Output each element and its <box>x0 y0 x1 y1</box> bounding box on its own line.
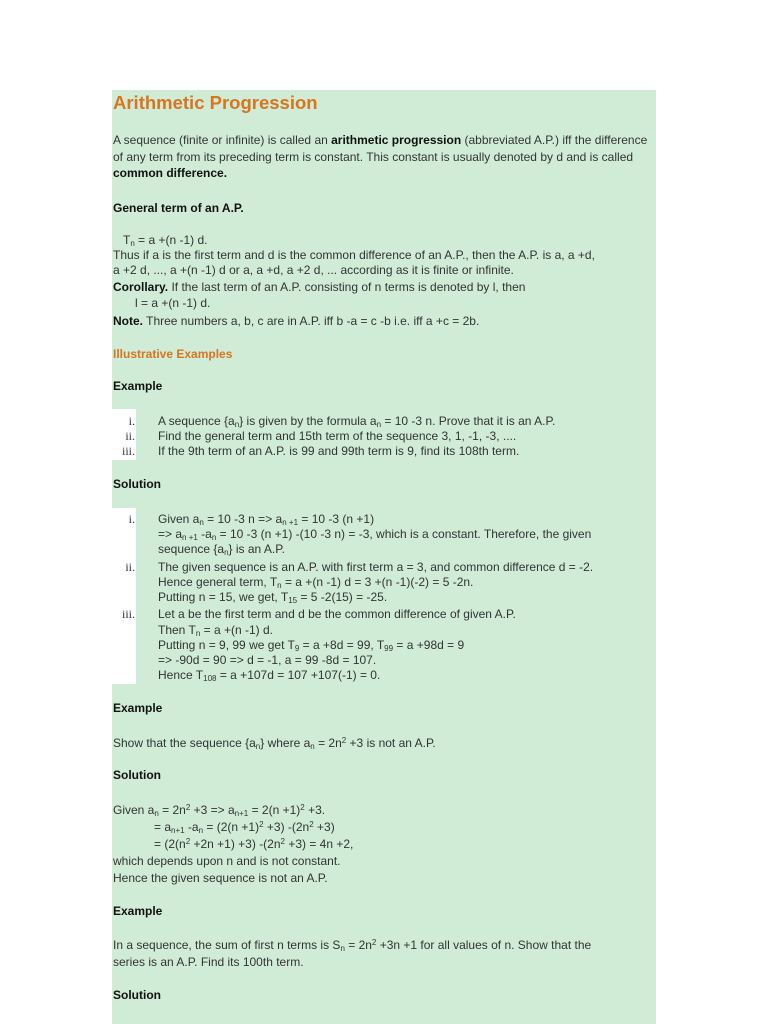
formula-sub: n <box>130 239 135 248</box>
q1-a: A sequence {a <box>158 414 235 428</box>
s-sup: 2 <box>309 820 314 829</box>
example-1-heading: Example <box>113 379 163 393</box>
general-line-2: Thus if a is the first term and d is the common difference of an A.P., then the A.P. is a, a +d, <box>113 248 595 262</box>
s-sup: 2 <box>259 820 264 829</box>
s-sup: 2 <box>341 736 347 745</box>
sol2-line-4: which depends upon n and is not constant. <box>113 854 341 868</box>
q1-sub-1: n <box>234 420 240 429</box>
s-sub: n <box>277 581 282 590</box>
sol2-line-5: Hence the given sequence is not an A.P. <box>113 871 328 885</box>
ex1-question-3: If the 9th term of an A.P. is 99 and 99th term is 9, find its 108th term. <box>158 444 520 458</box>
s-sub: n+1 <box>171 826 185 835</box>
formula-t: T <box>123 233 131 247</box>
q1-sub-2: n <box>376 420 382 429</box>
q1-c: = 10 -3 n. Prove that it is an A.P. <box>381 414 556 428</box>
intro-paragraph <box>113 132 653 182</box>
ex1-num-2: ii. <box>125 429 135 443</box>
s-b: } where a <box>260 736 311 750</box>
s-e: +3. <box>304 803 326 817</box>
sol2-line-1 <box>113 802 325 819</box>
s-sub: 99 <box>384 644 394 653</box>
sol1-ii-line-3 <box>158 589 387 606</box>
corollary-label: Corollary. <box>113 280 169 294</box>
sol1-ii-line-1: The given sequence is an A.P. with first term a = 3, and common difference d = -2. <box>158 560 594 574</box>
s-a: Given a <box>113 803 155 817</box>
s-a: => a <box>158 527 183 541</box>
s-sub: n <box>199 518 204 527</box>
s-sub: 9 <box>294 644 300 653</box>
solution-1-heading: Solution <box>113 477 161 491</box>
sol2-line-3 <box>154 836 353 853</box>
s-sub: n <box>195 629 201 638</box>
s-sub: n +1 <box>182 533 198 542</box>
s-sub: n <box>340 944 345 953</box>
solution-number-strip <box>112 508 136 684</box>
s-sup: 2 <box>371 938 377 947</box>
s-sub: n <box>198 826 204 835</box>
s-c: = 10 -3 (n +1) <box>298 512 375 526</box>
s-sub: n <box>224 548 229 557</box>
s-b: = a +107d = 107 +107(-1) = 0. <box>216 668 381 682</box>
s-sup: 2 <box>280 837 285 846</box>
sol1-i-line-3 <box>158 541 285 558</box>
s-sub: n <box>310 742 315 751</box>
solution-2-heading: Solution <box>113 768 161 782</box>
s-d: +3) -(2n <box>263 820 310 834</box>
s-sub: n <box>154 809 159 818</box>
s-a: = a <box>154 820 172 834</box>
ex3-line-2: series is an A.P. Find its 100th term. <box>113 955 304 969</box>
s-a: Hence general term, T <box>158 575 278 589</box>
s-b: = a +8d = 99, T <box>299 638 385 652</box>
note-text: Three numbers a, b, c are in A.P. iff b -a = c -b i.e. iff a +c = 2b. <box>143 314 480 328</box>
intro-term-ap: arithmetic progression <box>331 133 462 147</box>
general-line-3: a +2 d, ..., a +(n -1) d or a, a +d, a +2 d, ... according as it is finite or infinite. <box>113 263 514 277</box>
s-sub: 108 <box>203 674 217 683</box>
s-a: = (2(n <box>154 837 186 851</box>
s-b: = a +(n -1) d = 3 +(n -1)(-2) = 5 -2n. <box>281 575 474 589</box>
sol1-iii-line-4: => -90d = 90 => d = -1, a = 99 -8d = 107. <box>158 653 377 667</box>
illustrative-examples-heading: Illustrative Examples <box>113 347 233 361</box>
s-c: = a +98d = 9 <box>393 638 465 652</box>
article-panel <box>112 90 656 1024</box>
s-a: Given a <box>158 512 200 526</box>
s-d: +3 is not an A.P. <box>346 736 436 750</box>
ex3-line-1 <box>113 937 591 954</box>
intro-text-2: (abbreviated A.P.) iff the difference of any term from its preceding term is constant. This constant is usually denoted by d and is called <box>113 133 648 164</box>
s-b: = 2n <box>344 938 372 952</box>
corollary-text: If the last term of an A.P. consisting of n terms is denoted by l, then <box>168 280 526 294</box>
formula-rest: = a +(n -1) d. <box>134 233 208 247</box>
solution-3-heading: Solution <box>113 988 161 1002</box>
sol1-iii-line-1: Let a be the first term and d be the common difference of given A.P. <box>158 607 516 621</box>
s-sub: n <box>255 742 261 751</box>
page-title: Arithmetic Progression <box>113 92 318 113</box>
s-d: = 2(n +1) <box>248 803 301 817</box>
note-line <box>113 313 479 330</box>
s-sup: 2 <box>185 803 191 812</box>
ex2-question <box>113 735 436 752</box>
s-b: } is an A.P. <box>228 542 286 556</box>
example-3-heading: Example <box>113 904 163 918</box>
s-c: +3 => a <box>190 803 235 817</box>
s-b: = 10 -3 n => a <box>203 512 283 526</box>
s-sub: n+1 <box>234 809 249 818</box>
sol1-num-1: i. <box>128 512 135 526</box>
s-c: +3) = 4n +2, <box>284 837 354 851</box>
s-c: = 10 -3 (n +1) -(10 -3 n) = -3, which is a constant. Therefore, the given <box>216 527 592 541</box>
s-c: = 2n <box>314 736 342 750</box>
sol1-num-3: iii. <box>121 607 135 621</box>
ex1-num-3: iii. <box>121 444 135 458</box>
s-a: Putting n = 9, 99 we get T <box>158 638 295 652</box>
s-a: Hence T <box>158 668 204 682</box>
s-b: +2n +1) +3) -(2n <box>190 837 281 851</box>
s-sub: n +1 <box>282 518 299 527</box>
corollary-formula: l = a +(n -1) d. <box>135 296 211 310</box>
s-b: = 5 -2(15) = -25. <box>297 590 388 604</box>
sol1-num-2: ii. <box>125 560 135 574</box>
intro-term-common-difference: common difference. <box>113 166 228 180</box>
s-sup: 2 <box>185 837 191 846</box>
s-a: Show that the sequence {a <box>113 736 256 750</box>
sol1-iii-line-5 <box>158 667 380 684</box>
s-sub: n <box>211 533 217 542</box>
ex1-num-1: i. <box>128 414 135 428</box>
intro-text-1: A sequence (finite or infinite) is called an <box>113 133 332 147</box>
note-label: Note. <box>113 314 143 328</box>
example-2-heading: Example <box>113 701 163 715</box>
s-a: In a sequence, the sum of first n terms is S <box>113 938 341 952</box>
corollary-line <box>113 279 525 296</box>
s-a: Putting n = 15, we get, T <box>158 590 289 604</box>
s-sup: 2 <box>300 803 305 812</box>
s-c: +3n +1 for all values of n. Show that the <box>376 938 592 952</box>
s-b: = 2n <box>158 803 186 817</box>
s-c: = (2(n +1) <box>203 820 260 834</box>
sol2-line-2 <box>154 819 335 836</box>
s-a: Then T <box>158 623 196 637</box>
q1-b: } is given by the formula a <box>239 414 377 428</box>
s-e: +3) <box>313 820 335 834</box>
s-b: -a <box>184 820 199 834</box>
s-b: -a <box>197 527 212 541</box>
s-sub: 15 <box>288 596 298 605</box>
s-b: = a +(n -1) d. <box>200 623 273 637</box>
general-term-heading: General term of an A.P. <box>113 201 244 215</box>
ex1-question-2: Find the general term and 15th term of the sequence 3, 1, -1, -3, .... <box>158 429 517 443</box>
s-a: sequence {a <box>158 542 225 556</box>
